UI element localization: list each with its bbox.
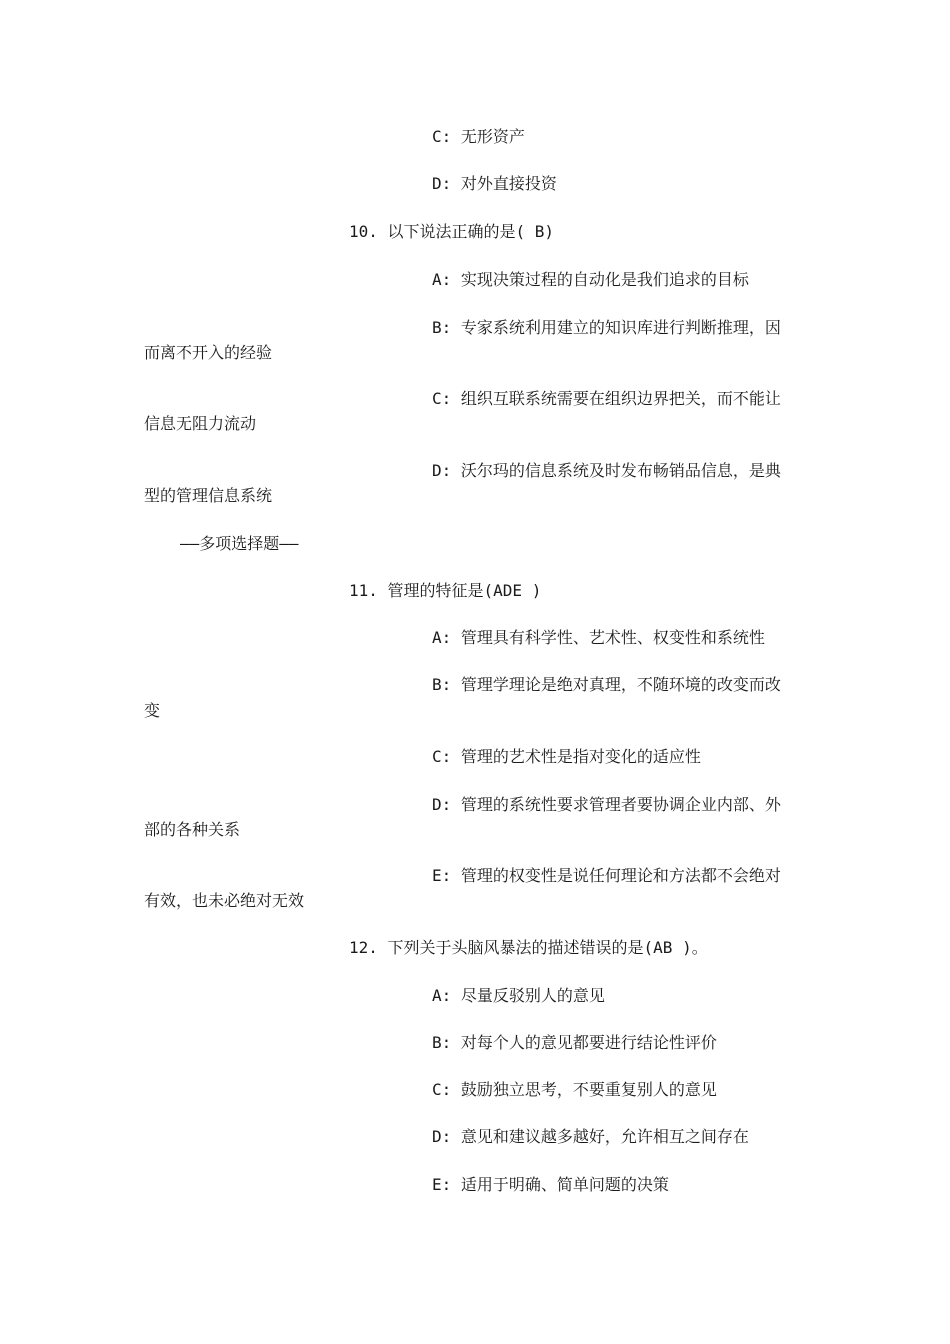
q10-option-a: A: 实现决策过程的自动化是我们追求的目标 <box>432 270 749 289</box>
q10-option-c: C: 组织互联系统需要在组织边界把关，而不能让 <box>432 389 781 408</box>
q9-option-d: D: 对外直接投资 <box>432 174 557 193</box>
q11-option-a: A: 管理具有科学性、艺术性、权变性和系统性 <box>432 628 765 647</box>
q10-question: 10. 以下说法正确的是( B) <box>349 222 555 241</box>
q11-question: 11. 管理的特征是(ADE ) <box>349 581 542 600</box>
q11-option-e: E: 管理的权变性是说任何理论和方法都不会绝对 <box>432 866 781 885</box>
q11-option-b-continuation: 变 <box>144 701 161 720</box>
q10-option-d-continuation: 型的管理信息系统 <box>144 486 273 505</box>
section-heading-multiple-choice: ——多项选择题—— <box>180 534 299 553</box>
q11-option-d: D: 管理的系统性要求管理者要协调企业内部、外 <box>432 795 781 814</box>
q12-option-b: B: 对每个人的意见都要进行结论性评价 <box>432 1033 717 1052</box>
q12-option-d: D: 意见和建议越多越好，允许相互之间存在 <box>432 1127 749 1146</box>
q10-option-b: B: 专家系统利用建立的知识库进行判断推理，因 <box>432 318 781 337</box>
q11-option-c: C: 管理的艺术性是指对变化的适应性 <box>432 747 701 766</box>
q11-option-e-continuation: 有效，也未必绝对无效 <box>144 891 305 910</box>
q12-option-a: A: 尽量反驳别人的意见 <box>432 986 605 1005</box>
q12-option-c: C: 鼓励独立思考，不要重复别人的意见 <box>432 1080 717 1099</box>
q10-option-c-continuation: 信息无阻力流动 <box>144 414 257 433</box>
q10-option-b-continuation: 而离不开入的经验 <box>144 343 273 362</box>
q12-option-e: E: 适用于明确、简单问题的决策 <box>432 1175 669 1194</box>
q12-question: 12. 下列关于头脑风暴法的描述错误的是(AB )。 <box>349 938 708 957</box>
q11-option-d-continuation: 部的各种关系 <box>144 820 241 839</box>
q10-option-d: D: 沃尔玛的信息系统及时发布畅销品信息，是典 <box>432 461 781 480</box>
q11-option-b: B: 管理学理论是绝对真理，不随环境的改变而改 <box>432 675 781 694</box>
q9-option-c: C: 无形资产 <box>432 127 525 146</box>
